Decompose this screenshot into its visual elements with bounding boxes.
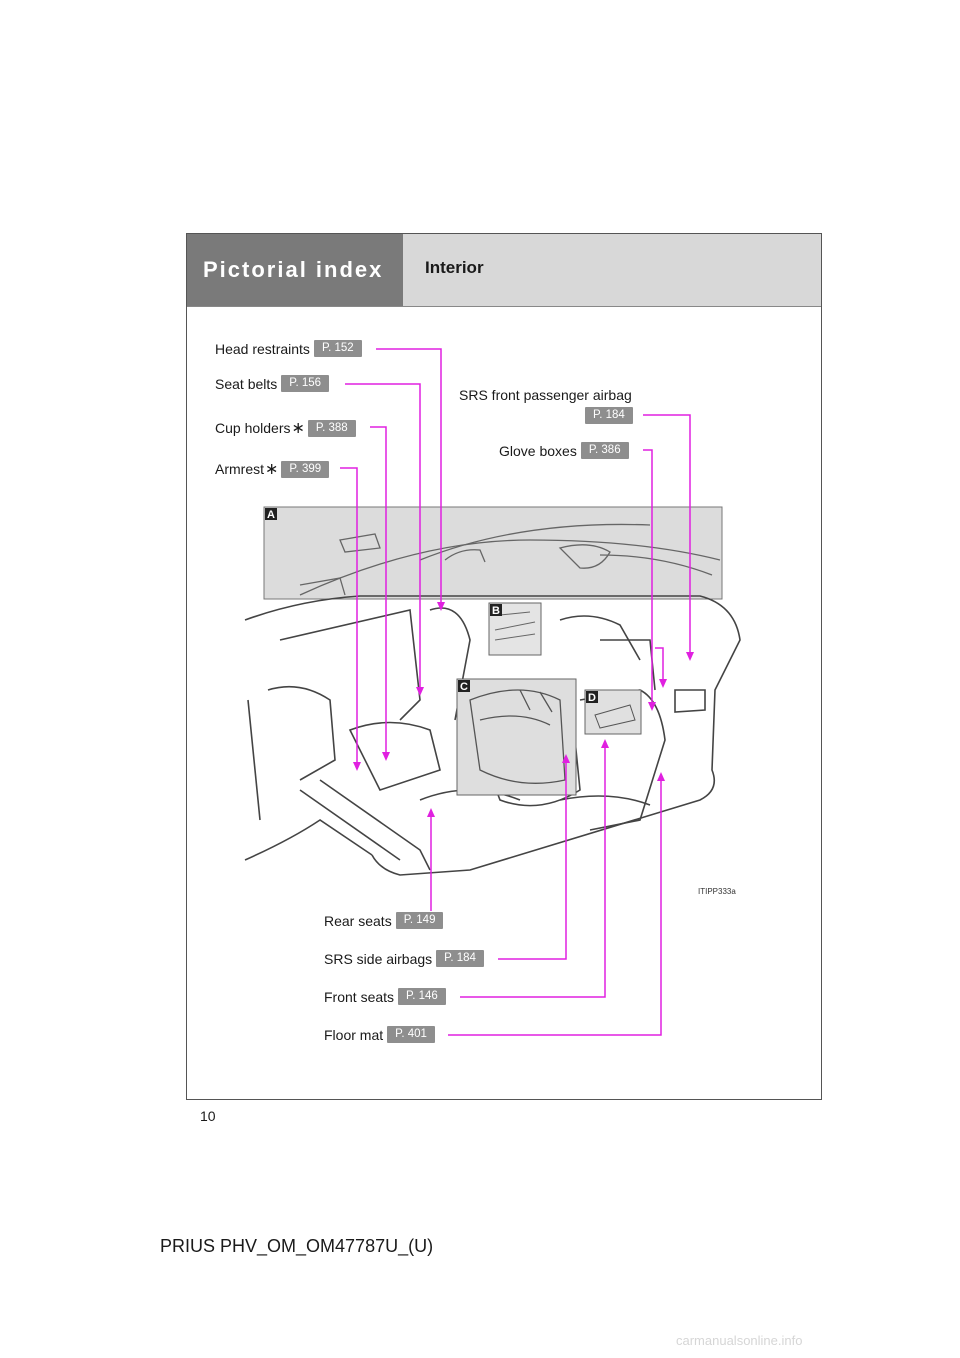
page-ref[interactable]: P. 152 — [314, 340, 362, 357]
callout-front-seats: Front seats P. 146 — [324, 988, 446, 1005]
page-ref[interactable]: P. 401 — [387, 1026, 435, 1043]
image-code: ITIPP333a — [698, 887, 736, 896]
page-ref[interactable]: P. 149 — [396, 912, 444, 929]
callout-seat-belts: Seat belts P. 156 — [215, 375, 329, 392]
section-tab: Pictorial index — [187, 234, 403, 306]
callout-cup-holders: Cup holders ∗ P. 388 — [215, 418, 356, 438]
page-ref[interactable]: P. 156 — [281, 375, 329, 392]
page-ref[interactable]: P. 146 — [398, 988, 446, 1005]
watermark: carmanualsonline.info — [676, 1333, 803, 1348]
inset-label-c: C — [460, 681, 468, 693]
page-ref[interactable]: P. 386 — [581, 442, 629, 459]
callout-floor-mat: Floor mat P. 401 — [324, 1026, 435, 1043]
page-ref-srs-front-passenger-airbag[interactable]: P. 184 — [585, 407, 633, 424]
inset-label-d: D — [588, 692, 596, 704]
callout-glove-boxes: Glove boxes P. 386 — [499, 442, 629, 459]
callout-srs-side-airbags: SRS side airbags P. 184 — [324, 950, 484, 967]
inset-label-b: B — [492, 605, 500, 617]
page-ref[interactable]: P. 399 — [281, 461, 329, 478]
callout-armrest: Armrest ∗ P. 399 — [215, 459, 329, 479]
asterisk-mark: ∗ — [291, 420, 305, 437]
page-ref[interactable]: P. 184 — [436, 950, 484, 967]
document-footer: PRIUS PHV_OM_OM47787U_(U) — [160, 1236, 434, 1256]
callout-head-restraints: Head restraints P. 152 — [215, 340, 362, 357]
page-number: 10 — [200, 1108, 216, 1124]
page-title: Interior — [403, 234, 821, 306]
callout-rear-seats: Rear seats P. 149 — [324, 912, 443, 929]
leader-glove-boxes-2 — [655, 648, 663, 682]
page-ref[interactable]: P. 388 — [308, 420, 356, 437]
callout-srs-front-passenger-airbag: SRS front passenger airbag — [459, 387, 632, 403]
asterisk-mark: ∗ — [265, 461, 279, 478]
inset-label-a: A — [267, 509, 275, 521]
inset-a-panel — [264, 507, 722, 599]
